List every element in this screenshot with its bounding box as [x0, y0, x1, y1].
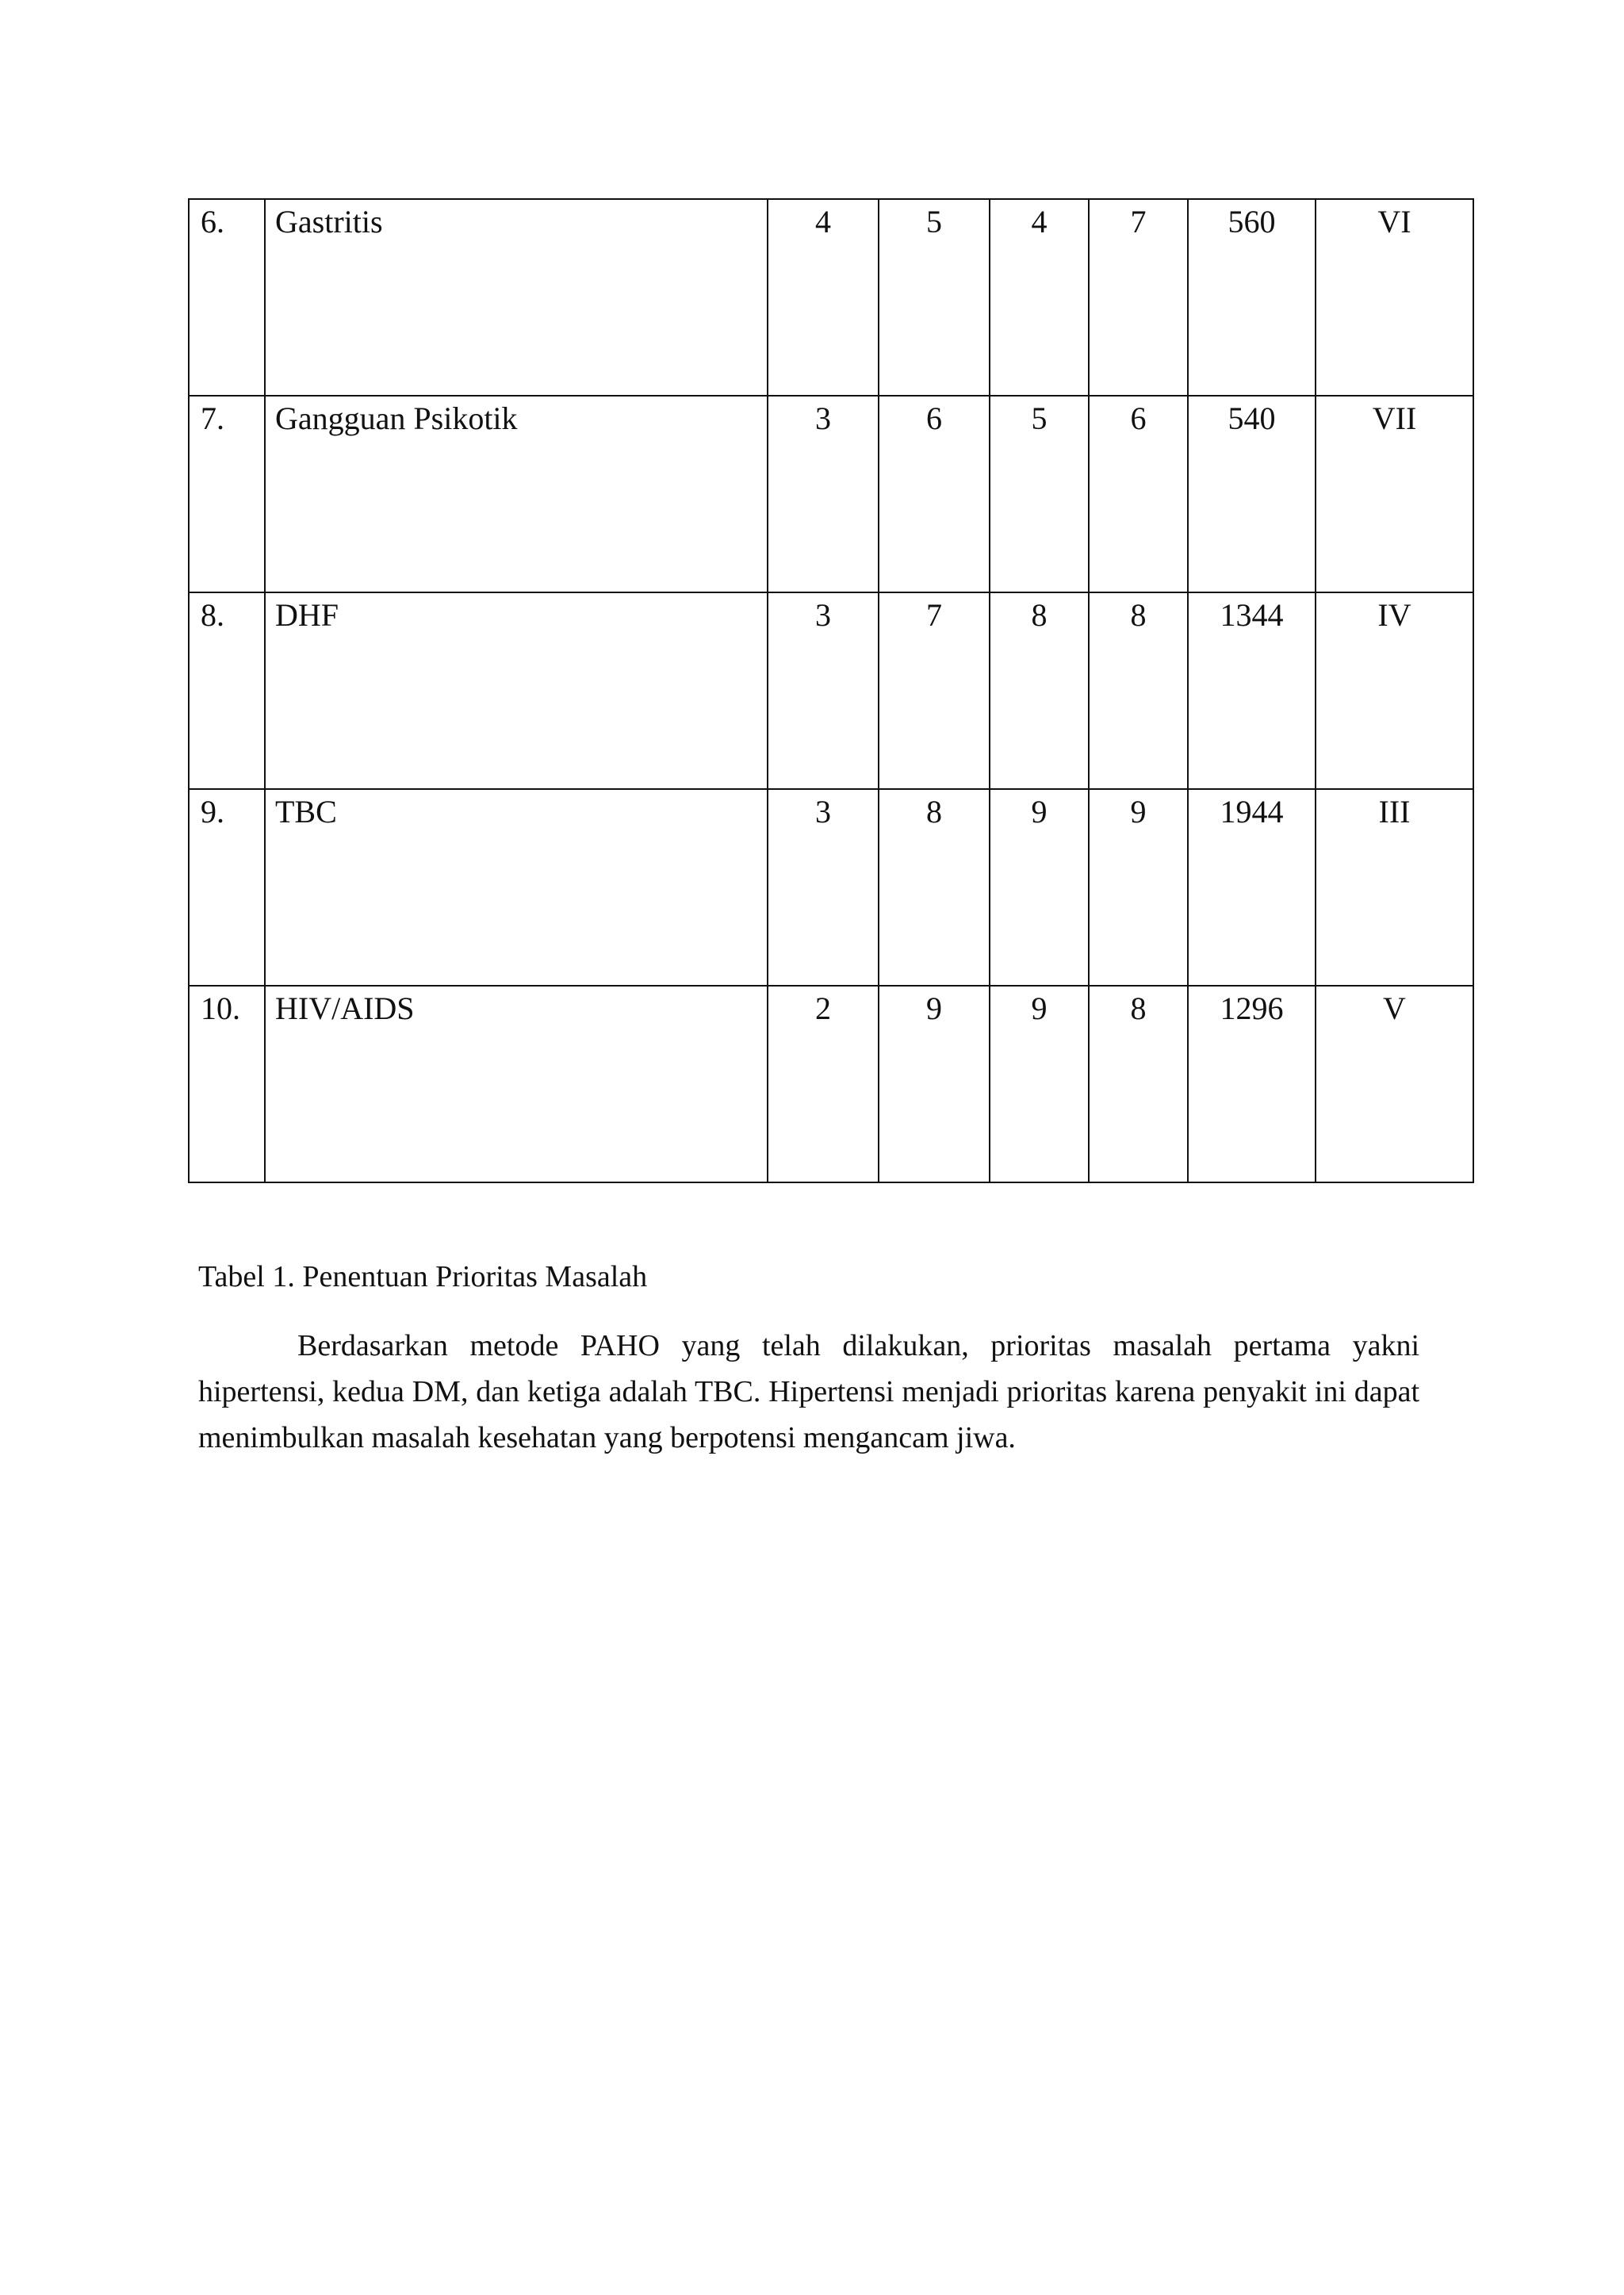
criteria-3-value: 9 [1031, 794, 1048, 829]
row-number-cell [189, 396, 265, 592]
problem-name-cell [265, 199, 768, 396]
criteria-1-cell [768, 396, 879, 592]
score-value: 1296 [1220, 990, 1284, 1026]
rank-value: IV [1377, 597, 1411, 633]
criteria-2-cell [879, 789, 990, 986]
criteria-4-cell [1089, 199, 1188, 396]
row-number: 10. [201, 990, 240, 1026]
rank-cell [1316, 789, 1473, 986]
row-number: 6. [201, 204, 224, 239]
rank-cell [1316, 396, 1473, 592]
body-paragraph: Berdasarkan metode PAHO yang telah dilakukan, prioritas masalah pertama yakni hipertensi, kedua DM, dan ketiga adalah TBC. Hipertensi menjadi prioritas karena penyakit ini dapat menimbulkan masalah kesehatan yang berpotensi mengancam jiwa. [198, 1329, 1419, 1454]
criteria-3-cell [990, 592, 1089, 789]
criteria-1-cell [768, 592, 879, 789]
criteria-1-value: 3 [815, 794, 831, 829]
criteria-3-value: 4 [1031, 204, 1048, 239]
criteria-1-value: 3 [815, 400, 831, 436]
score-value: 1944 [1220, 794, 1284, 829]
criteria-4-value: 9 [1130, 794, 1147, 829]
table-row [189, 396, 1473, 592]
criteria-3-cell [990, 986, 1089, 1182]
table-caption: Tabel 1. Penentuan Prioritas Masalah [198, 1260, 648, 1293]
rank-cell [1316, 199, 1473, 396]
row-number: 9. [201, 794, 224, 829]
criteria-1-cell [768, 789, 879, 986]
criteria-2-cell [879, 396, 990, 592]
problem-name-cell [265, 592, 768, 789]
criteria-4-cell [1089, 592, 1188, 789]
criteria-3-value: 5 [1031, 400, 1048, 436]
criteria-1-value: 4 [815, 204, 831, 239]
score-value: 540 [1228, 400, 1276, 436]
criteria-2-cell [879, 592, 990, 789]
problem-name: DHF [275, 597, 339, 633]
row-number: 7. [201, 400, 224, 436]
problem-name-cell [265, 396, 768, 592]
criteria-2-value: 6 [926, 400, 942, 436]
score-cell [1188, 396, 1316, 592]
row-number-cell [189, 986, 265, 1182]
criteria-2-cell [879, 199, 990, 396]
criteria-1-cell [768, 199, 879, 396]
criteria-3-value: 8 [1031, 597, 1048, 633]
criteria-4-cell [1089, 396, 1188, 592]
problem-name: Gangguan Psikotik [275, 400, 518, 436]
score-cell [1188, 789, 1316, 986]
criteria-4-value: 7 [1130, 204, 1147, 239]
problem-name: TBC [275, 794, 337, 829]
criteria-1-value: 2 [815, 990, 831, 1026]
table-row [189, 592, 1473, 789]
rank-value: III [1378, 794, 1411, 829]
row-number-cell [189, 592, 265, 789]
problem-name-cell [265, 789, 768, 986]
criteria-1-value: 3 [815, 597, 831, 633]
rank-cell [1316, 986, 1473, 1182]
score-cell [1188, 986, 1316, 1182]
table-body [189, 199, 1473, 1182]
criteria-4-value: 6 [1130, 400, 1147, 436]
criteria-4-cell [1089, 789, 1188, 986]
criteria-4-value: 8 [1130, 597, 1147, 633]
row-number-cell [189, 789, 265, 986]
table-row [189, 986, 1473, 1182]
criteria-2-value: 5 [926, 204, 942, 239]
criteria-3-cell [990, 789, 1089, 986]
rank-value: VII [1372, 400, 1417, 436]
table-row [189, 199, 1473, 396]
criteria-3-cell [990, 199, 1089, 396]
row-number-cell [189, 199, 265, 396]
problem-name: Gastritis [275, 204, 383, 239]
rank-value: VI [1377, 204, 1411, 239]
rank-cell [1316, 592, 1473, 789]
criteria-2-value: 8 [926, 794, 942, 829]
problem-name-cell [265, 986, 768, 1182]
row-number: 8. [201, 597, 224, 633]
problem-name: HIV/AIDS [275, 990, 415, 1026]
criteria-3-cell [990, 396, 1089, 592]
table-row [189, 789, 1473, 986]
score-value: 1344 [1220, 597, 1284, 633]
criteria-4-value: 8 [1130, 990, 1147, 1026]
score-cell [1188, 592, 1316, 789]
score-value: 560 [1228, 204, 1276, 239]
score-cell [1188, 199, 1316, 396]
criteria-2-value: 9 [926, 990, 942, 1026]
rank-value: V [1383, 990, 1406, 1026]
criteria-2-value: 7 [926, 597, 942, 633]
priority-table [188, 198, 1474, 1183]
criteria-4-cell [1089, 986, 1188, 1182]
criteria-2-cell [879, 986, 990, 1182]
criteria-3-value: 9 [1031, 990, 1048, 1026]
criteria-1-cell [768, 986, 879, 1182]
